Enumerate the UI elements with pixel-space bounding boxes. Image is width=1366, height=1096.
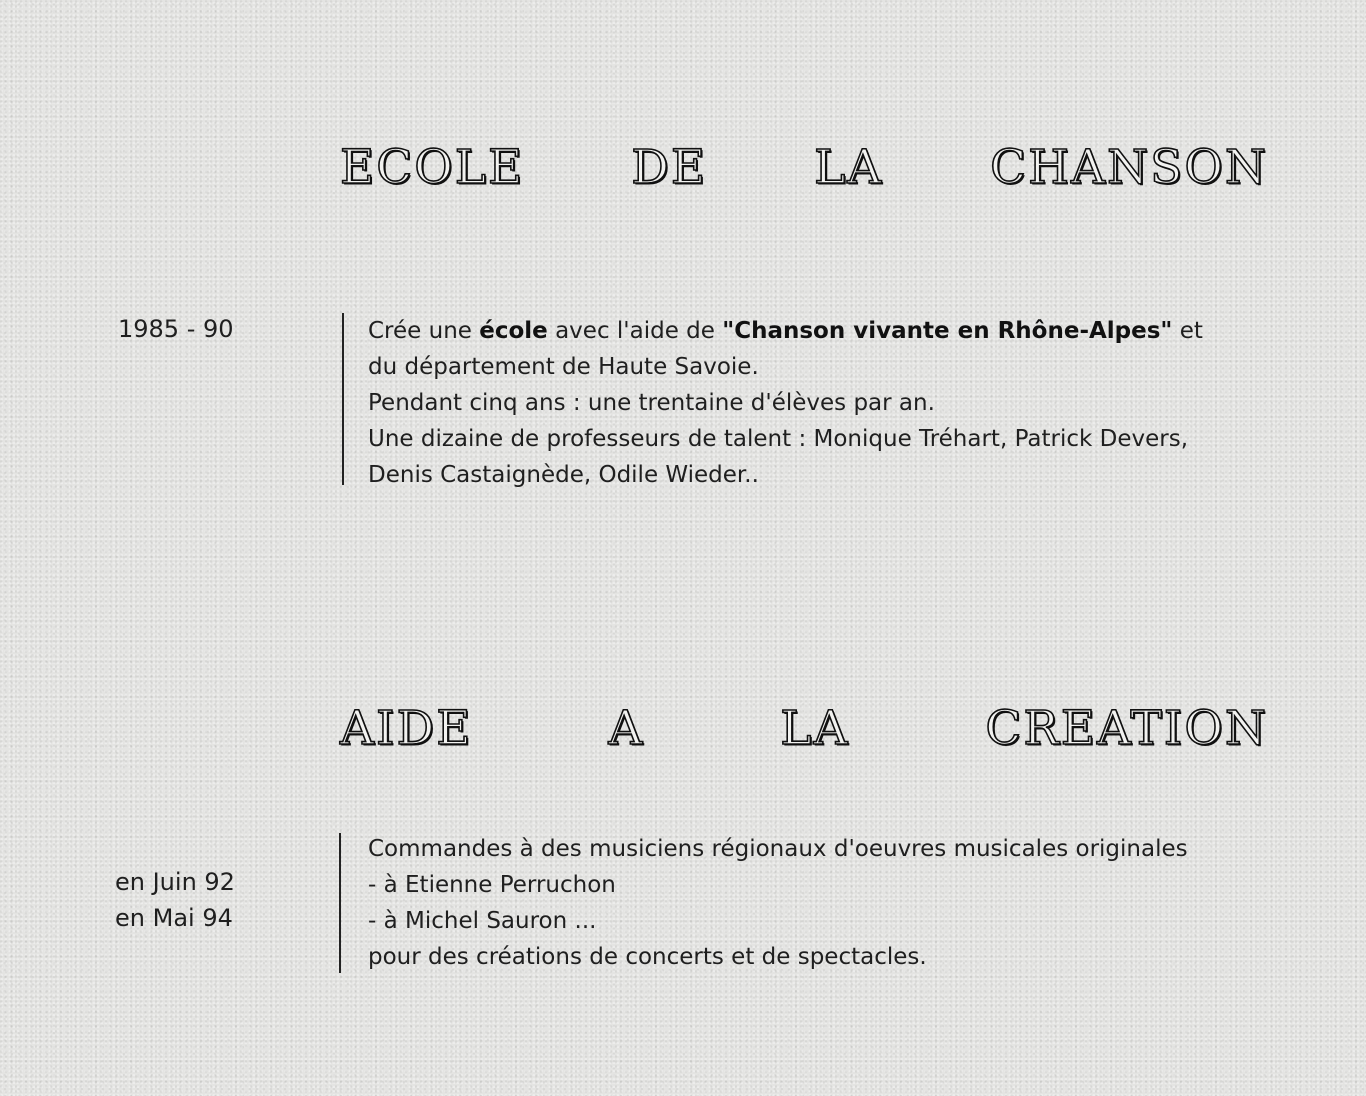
section-heading-aide (340, 701, 1268, 756)
text-run: Crée une (368, 318, 480, 344)
body-line: du département de Haute Savoie. (368, 354, 759, 380)
vertical-divider (342, 313, 344, 485)
heading-word: ECOLE (340, 140, 525, 195)
body-line (368, 313, 1203, 349)
body-line: - à Etienne Perruchon (368, 872, 616, 898)
heading-word: A (608, 701, 645, 756)
body-line: pour des créations de concerts et de spectacles. (368, 944, 927, 970)
body-line: - à Michel Sauron ... (368, 908, 597, 934)
body-line: Commandes à des musiciens régionaux d'oeuvres musicales originales (368, 836, 1188, 862)
date-label: 1985 - 90 (118, 315, 234, 343)
section-body-ecole (368, 313, 1203, 493)
section-body-aide (368, 831, 1188, 975)
body-line: Denis Castaignède, Odile Wieder.. (368, 462, 759, 488)
vertical-divider (339, 833, 341, 973)
heading-word: CHANSON (990, 140, 1268, 195)
heading-word: DE (631, 140, 708, 195)
heading-word: LA (814, 140, 884, 195)
date-labels (115, 864, 235, 936)
bold-text: école (479, 318, 548, 344)
date-label: en Juin 92 (115, 868, 235, 896)
text-run: et (1172, 318, 1203, 344)
bold-text: "Chanson vivante en Rhône-Alpes" (722, 318, 1173, 344)
date-label: en Mai 94 (115, 904, 233, 932)
heading-word: CREATION (985, 701, 1268, 756)
text-run: avec l'aide de (547, 318, 723, 344)
heading-word: LA (780, 701, 850, 756)
body-line: Pendant cinq ans : une trentaine d'élèves par an. (368, 390, 935, 416)
body-line: Une dizaine de professeurs de talent : Monique Tréhart, Patrick Devers, (368, 426, 1189, 452)
heading-word: AIDE (340, 701, 473, 756)
section-heading-ecole (340, 140, 1268, 195)
